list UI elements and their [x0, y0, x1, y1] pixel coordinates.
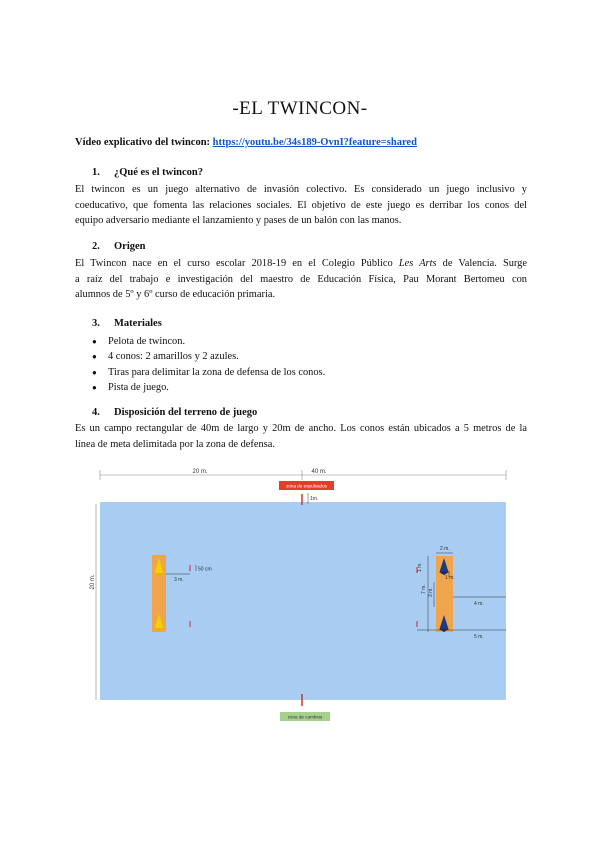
list-item: ● Tiras para delimitar la zona de defensa de los conos.	[92, 365, 325, 380]
dim-1m-a: 1 m.	[417, 562, 423, 572]
materials-list	[92, 334, 325, 396]
list-item: ● Pista de juego.	[92, 380, 325, 395]
section-number: 3.	[92, 318, 100, 329]
section-heading-1	[92, 167, 203, 178]
dim-7m: 7 m.	[421, 584, 427, 594]
section-title: Disposición del terreno de juego	[114, 407, 258, 418]
dim-3m-left: 3 m.	[174, 577, 184, 583]
section-title: Origen	[114, 241, 146, 252]
dim-full-width-label: 40 m.	[311, 469, 327, 475]
video-link[interactable]: https://youtu.be/34s189-OvnI?feature=shared	[212, 137, 417, 148]
paragraph-line	[75, 256, 527, 272]
section-title: ¿Qué es el twincon?	[114, 167, 203, 178]
school-name: Les Arts	[398, 258, 437, 269]
dim-1m-top: 1m.	[310, 496, 319, 502]
section-heading-2	[92, 241, 146, 252]
paragraph-line: Es un campo rectangular de 40m de largo y 20m de ancho. Los conos están ubicados a 5 metros de la	[75, 423, 527, 434]
paragraph-line: a raíz del trabajo e investigación del maestro de Educación Física, Pau Morant Bertomeu con	[75, 273, 527, 285]
section-title: Materiales	[114, 318, 162, 329]
dim-height-label: 20 m.	[90, 574, 96, 590]
page-title: -EL TWINCON-	[232, 98, 368, 119]
section-1-paragraph	[75, 182, 527, 229]
section-2-paragraph	[75, 256, 527, 303]
text-run: El Twincon nace en el curso escolar 2018-19 en el Colegio Público	[75, 258, 399, 269]
video-line	[75, 137, 417, 148]
dim-3m-right: 3 m.	[428, 587, 434, 597]
dim-50cm: 50 cm	[198, 566, 212, 573]
paragraph-line: línea de meta delimitada por la zona de defensa.	[75, 438, 275, 450]
section-number: 2.	[92, 241, 100, 252]
section-heading-3	[92, 318, 162, 329]
field-diagram	[88, 432, 518, 727]
video-label: Vídeo explicativo del twincon:	[75, 137, 211, 148]
dim-5m: 5 m.	[474, 634, 484, 640]
paragraph-line: alumnos de 5º y 6º curso de educación primaria.	[75, 289, 276, 301]
section-number: 1.	[92, 167, 100, 178]
text-run: de Valencia. Surge	[436, 258, 527, 269]
paragraph-line: El twincon es un juego alternativo de invasión colectivo. Es considerado un juego inclusivo y	[75, 184, 527, 195]
section-number: 4.	[92, 407, 100, 418]
section-heading-4	[92, 407, 257, 418]
substitution-zone-label: zona de cambios	[287, 714, 323, 720]
dim-2m: 2 m.	[440, 546, 450, 552]
paragraph-line: coeducativo, que fomenta las relaciones sociales. El objetivo de este juego es derribar los conos del	[75, 199, 527, 211]
expelled-zone-label: zona de expulsados	[286, 483, 327, 489]
dim-1m-b: 1 m.	[445, 575, 455, 581]
list-item: ● 4 conos: 2 amarillos y 2 azules.	[92, 349, 325, 364]
dim-4m: 4 m.	[474, 601, 484, 607]
paragraph-line: equipo adversario mediante el lanzamiento y pases de un balón con las manos.	[75, 215, 402, 227]
list-item: ● Pelota de twincon.	[92, 334, 325, 349]
dim-half-width-label: 20 m.	[192, 469, 208, 475]
